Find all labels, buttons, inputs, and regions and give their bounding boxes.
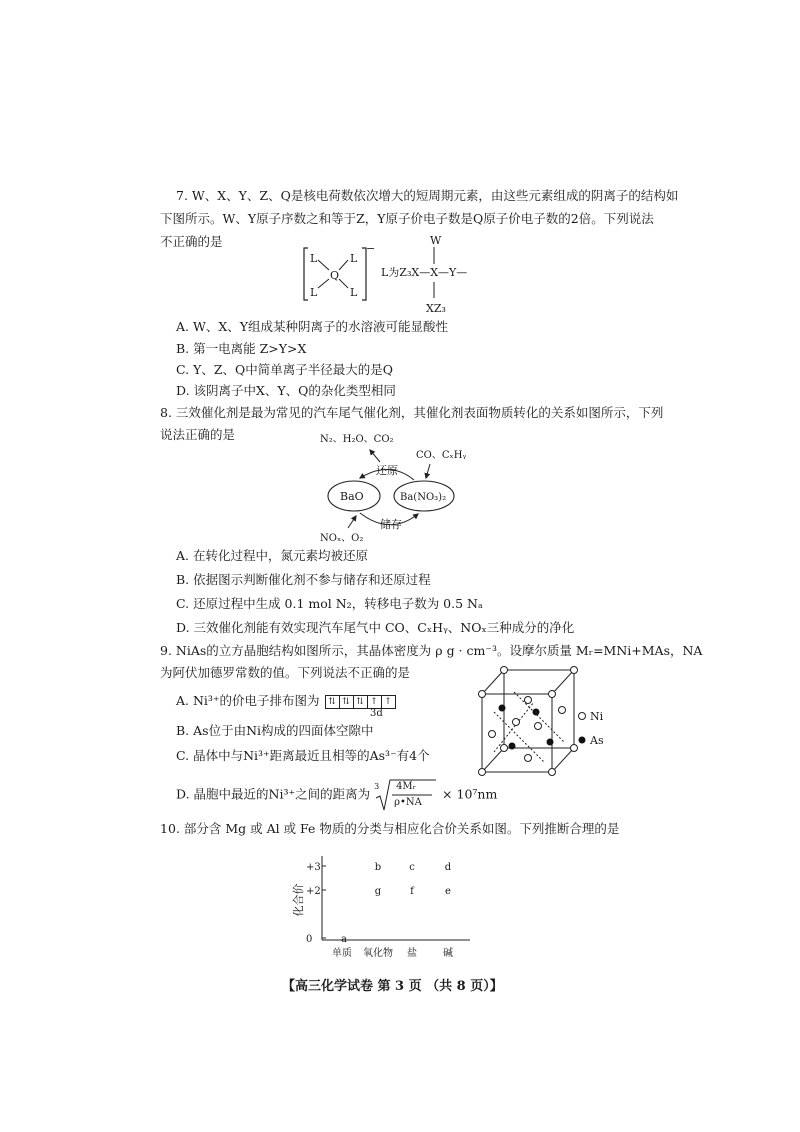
legend-as-marker	[579, 737, 586, 744]
x-tick-label: 单质	[332, 948, 352, 959]
orbital-3d-label: 3d	[370, 708, 383, 719]
legend-as-label: As	[590, 734, 604, 747]
nias-unit-cell	[474, 662, 624, 786]
q8-option-a: A. 在转化过程中，氮元素均被还原	[176, 548, 368, 563]
q9-line-1: 9. NiAs的立方晶胞结构如图所示，其晶体密度为 ρ g · cm⁻³。设摩尔质量 Mᵣ=MNi+MAs，NA	[160, 643, 703, 658]
chart-point-f: f	[410, 886, 414, 897]
chart-point-d: d	[444, 862, 452, 873]
chart-point-a: a	[341, 934, 347, 945]
q9-option-b: B. As位于由Ni构成的四面体空隙中	[176, 723, 374, 738]
q8-option-c: C. 还原过程中生成 0.1 mol N₂，转移电子数为 0.5 Nₐ	[176, 596, 483, 611]
orbital-box-1: ⇅	[325, 695, 340, 709]
legend-ni-label: Ni	[590, 710, 604, 723]
x-tick-label: 盐	[407, 948, 417, 959]
y-axis-label: 化合价	[292, 883, 305, 917]
diagram-top-reactants: CO、CₓHᵧ	[416, 450, 467, 461]
legend-ni-marker	[579, 713, 586, 720]
chart-point-b: b	[374, 862, 382, 873]
q7-line-3: 不正确的是	[160, 234, 223, 249]
q8-line-2: 说法正确的是	[160, 427, 236, 442]
fraction-denominator: ρ•NA	[394, 797, 422, 808]
label-store: 储存	[380, 518, 402, 531]
orbital-box-2: ⇅	[339, 695, 354, 709]
ligand-L3: L	[310, 286, 318, 299]
q7-option-b: B. 第一电离能 Z>Y>X	[176, 341, 307, 356]
struct-W: W	[430, 236, 442, 247]
ligand-L4: L	[350, 286, 358, 299]
root-index: 3	[374, 782, 380, 791]
y-tick-label: +2	[306, 886, 321, 897]
q7-option-d: D. 该阴离子中X、Y、Q的杂化类型相同	[176, 383, 396, 398]
fraction-numerator: 4Mᵣ	[396, 781, 417, 792]
q7-line-2: 下图所示。W、Y原子序数之和等于Z，Y原子价电子数是Q原子价电子数的2倍。下列说法	[160, 211, 654, 226]
cube-root-expression	[374, 778, 438, 812]
q9-option-d-text: D. 晶胞中最近的Ni³⁺之间的距离为	[176, 786, 371, 802]
struct-description: L为Z₃X—X—Y—	[381, 266, 468, 279]
label-reduce: 还原	[376, 464, 398, 477]
diagram-bottom-reactants: NOₓ、O₂	[320, 533, 364, 544]
chart-point-g: g	[374, 886, 382, 897]
anion-charge: −	[366, 242, 376, 255]
q10-valence-chart	[290, 848, 480, 970]
q8-catalyst-diagram	[310, 428, 510, 550]
y-tick-label: +3	[306, 862, 321, 873]
orbital-box-3: ⇅	[353, 695, 368, 709]
ligand-L1: L	[310, 252, 318, 265]
x-tick-label: 碱	[443, 948, 453, 959]
diagram-top-products: N₂、H₂O、CO₂	[320, 434, 394, 445]
center-Q: Q	[330, 269, 340, 282]
q8-option-d: D. 三效催化剂能有效实现汽车尾气中 CO、CₓHᵧ、NOₓ三种成分的净化	[176, 620, 575, 635]
node-right-label: Ba(NO₃)₂	[400, 492, 447, 503]
q9-option-c: C. 晶体中与Ni³⁺距离最近且相等的As³⁻有4个	[176, 748, 430, 763]
x-tick-label: 氧化物	[363, 948, 393, 959]
q9-option-a	[176, 692, 396, 711]
orbital-box-5: ↑	[381, 695, 396, 709]
ligand-L2: L	[350, 252, 358, 265]
struct-XZ3: XZ₃	[426, 302, 446, 315]
page-footer: 【高三化学试卷 第 3 页 （共 8 页）】	[282, 979, 503, 994]
q9-option-d-suffix: × 10⁷nm	[442, 786, 498, 802]
q10-line-1: 10. 部分含 Mg 或 Al 或 Fe 物质的分类与相应化合价关系如图。下列推断合理的是	[160, 821, 620, 836]
node-left-label: BaO	[340, 490, 364, 503]
q7-option-c: C. Y、Z、Q中简单离子半径最大的是Q	[176, 362, 393, 377]
q9-line-2: 为阿伏加德罗常数的值。下列说法不正确的是	[160, 665, 411, 680]
y-tick-label: 0	[306, 934, 313, 945]
q8-line-1: 8. 三效催化剂是最为常见的汽车尾气催化剂，其催化剂表面物质转化的关系如图所示，下列	[160, 405, 664, 420]
orbital-box-4: ↑	[367, 695, 382, 709]
q9-option-a-text: A. Ni³⁺的价电子排布图为	[176, 693, 320, 708]
q7-option-a: A. W、X、Y组成某种阴离子的水溶液可能显酸性	[176, 319, 448, 334]
chart-point-c: c	[409, 862, 415, 873]
q7-line-1: 7. W、X、Y、Z、Q是核电荷数依次增大的短周期元素，由这些元素组成的阴离子的结构如	[176, 188, 679, 203]
q9-option-d	[176, 778, 497, 814]
q8-option-b: B. 依据图示判断催化剂不参与储存和还原过程	[176, 572, 431, 587]
q7-anion-structure	[300, 236, 520, 320]
electron-config-boxes	[326, 693, 396, 711]
chart-point-e: e	[445, 886, 451, 897]
